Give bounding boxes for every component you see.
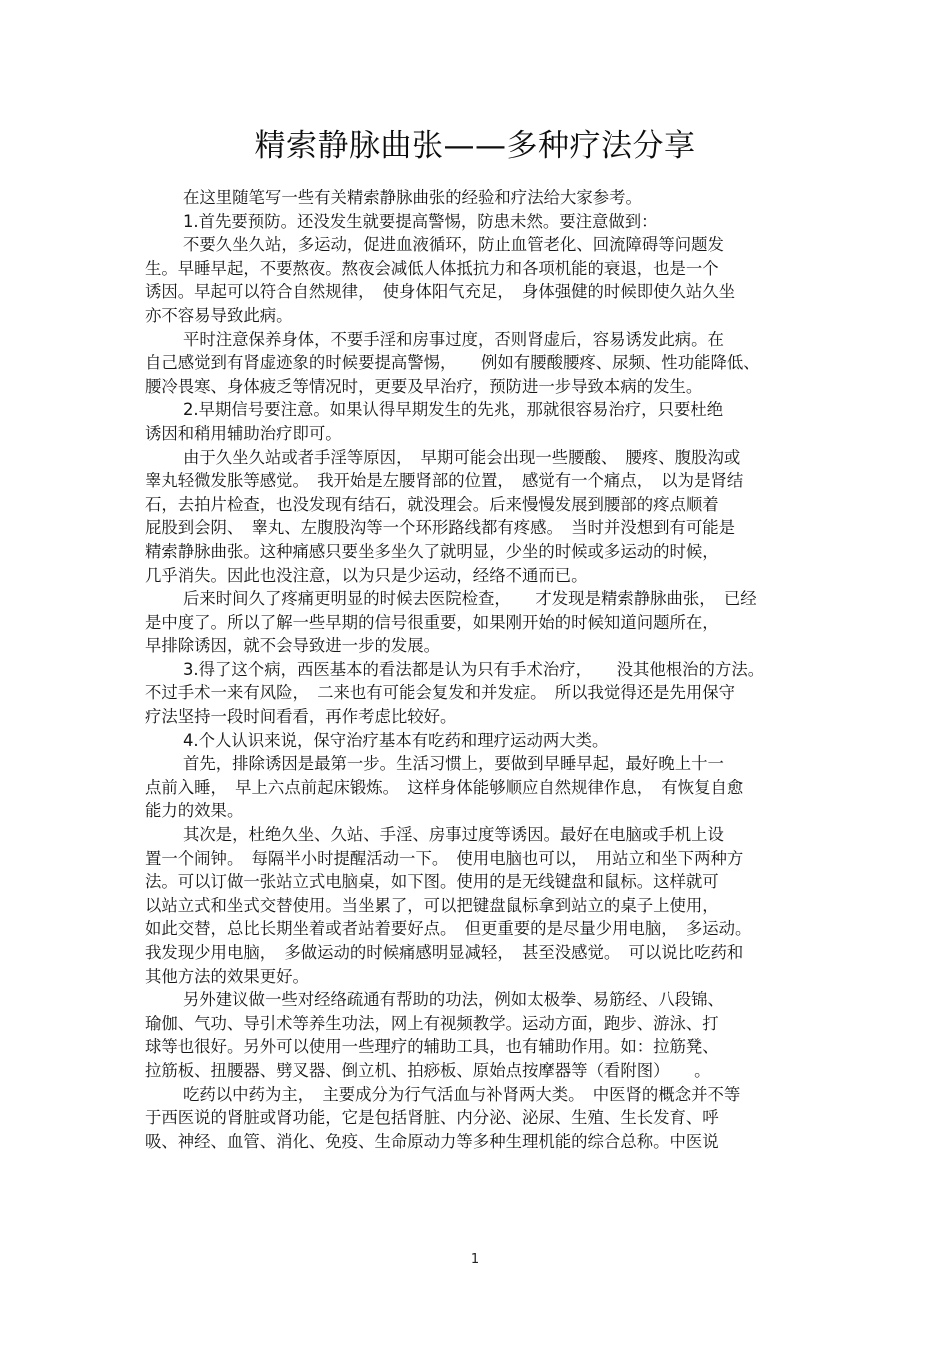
- text-line: 点前入睡， 早上六点前起床锻炼。 这样身体能够顺应自然规律作息， 有恢复自愈: [145, 777, 744, 797]
- text-line: 能力的效果。: [145, 801, 244, 821]
- text-line: 球等也很好。另外可以使用一些理疗的辅助工具，也有辅助作用。如：拉筋凳、: [145, 1037, 719, 1057]
- text-line: 在这里随笔写一些有关精索静脉曲张的经验和疗法给大家参考。: [183, 188, 642, 207]
- text-line: 于西医说的肾脏或肾功能，它是包括肾脏、内分泌、泌尿、生殖、生长发育、呼: [145, 1108, 719, 1128]
- text-line: 早排除诱因，就不会导致进一步的发展。: [145, 636, 441, 656]
- text-line: 我发现少用电脑， 多做运动的时候痛感明显减轻， 甚至没感觉。 可以说比吃药和: [145, 943, 744, 962]
- text-line: 2.早期信号要注意。如果认得早期发生的先兆，那就很容易治疗，只要杜绝: [183, 400, 724, 420]
- text-line: 其他方法的效果更好。: [145, 966, 309, 986]
- text-line: 腰冷畏寒、身体疲乏等情况时，更要及早治疗，预防进一步导致本病的发生。: [145, 376, 703, 396]
- text-line: 平时注意保养身体，不要手淫和房事过度，否则肾虚后，容易诱发此病。在: [183, 329, 724, 349]
- text-line: 屁股到会阴、 睾丸、左腹股沟等一个环形路线都有疼感。 当时并没想到有可能是: [145, 518, 736, 538]
- text-line: 以站立式和坐式交替使用。当坐累了，可以把键盘鼠标拿到站立的桌子上使用，: [145, 895, 719, 915]
- text-line: 吃药以中药为主， 主要成分为行气活血与补肾两大类。 中医肾的概念并不等: [183, 1084, 741, 1104]
- text-line: 拉筋板、扭腰器、劈叉器、倒立机、拍痧板、原始点按摩器等（看附图） 。: [145, 1060, 711, 1080]
- text-line: 后来时间久了疼痛更明显的时候去医院检查， 才发现是精索静脉曲张， 已经: [183, 589, 757, 609]
- text-line: 由于久坐久站或者手淫等原因， 早期可能会出现一些腰酸、 腰疼、腹股沟或: [183, 447, 741, 467]
- text-line: 生。早睡早起，不要熬夜。熬夜会减低人体抵抗力和各项机能的衰退，也是一个: [145, 258, 719, 278]
- text-line: 石，去拍片检查，也没发现有结石，就没理会。后来慢慢发展到腰部的疼点顺着: [145, 494, 719, 514]
- text-line: 1.首先要预防。还没发生就要提高警惕，防患未然。要注意做到：: [183, 211, 658, 231]
- text-line: 不过手术一来有风险， 二来也有可能会复发和并发症。 所以我觉得还是先用保守: [145, 683, 736, 703]
- text-line: 置一个闹钟。 每隔半小时提醒活动一下。 使用电脑也可以， 用站立和坐下两种方: [145, 848, 744, 868]
- text-line: 不要久坐久站，多运动，促进血液循环，防止血管老化、回流障碍等问题发: [183, 235, 724, 255]
- document-body: [145, 186, 810, 1153]
- text-line: 几乎消失。因此也没注意，以为只是少运动，经络不通而已。: [145, 565, 588, 585]
- text-line: 精索静脉曲张。这种痛感只要坐多坐久了就明显，少坐的时候或多运动的时候，: [145, 541, 719, 561]
- text-line: 瑜伽、气功、导引术等养生功法，网上有视频教学。运动方面，跑步、游泳、打: [145, 1013, 719, 1033]
- page-number: 1: [470, 1252, 480, 1267]
- text-line: 诱因。早起可以符合自然规律， 使身体阳气充足， 身体强健的时候即使久站久坐: [145, 282, 736, 302]
- text-line: 另外建议做一些对经络疏通有帮助的功法，例如太极拳、易筋经、八段锦、: [183, 990, 724, 1010]
- text-line: 睾丸轻微发胀等感觉。 我开始是左腰肾部的位置， 感觉有一个痛点， 以为是肾结: [145, 471, 744, 491]
- text-line: 亦不容易导致此病。: [145, 305, 293, 325]
- text-line: 如此交替，总比长期坐着或者站着要好点。 但更重要的是尽量少用电脑， 多运动。: [145, 919, 752, 939]
- text-line: 吸、神经、血管、消化、免疫、生命原动力等多种生理机能的综合总称。中医说: [145, 1131, 719, 1151]
- text-line: 首先，排除诱因是最第一步。生活习惯上，要做到早睡早起，最好晚上十一: [183, 754, 724, 774]
- text-line: 4.个人认识来说，保守治疗基本有吃药和理疗运动两大类。: [183, 730, 609, 750]
- text-line: 诱因和稍用辅助治疗即可。: [145, 423, 342, 443]
- text-line: 3.得了这个病，西医基本的看法都是认为只有手术治疗， 没其他根治的方法。: [183, 659, 765, 679]
- text-line: 法。可以订做一张站立式电脑桌，如下图。使用的是无线键盘和鼠标。这样就可: [145, 872, 719, 892]
- document-title: 精索静脉曲张——多种疗法分享: [254, 128, 696, 164]
- text-line: 疗法坚持一段时间看看，再作考虑比较好。: [145, 707, 457, 727]
- text-line: 自己感觉到有肾虚迹象的时候要提高警惕， 例如有腰酸腰疼、尿频、性功能降低、: [145, 353, 760, 373]
- text-line: 是中度了。所以了解一些早期的信号很重要，如果刚开始的时候知道问题所在，: [145, 612, 719, 632]
- text-line: 其次是，杜绝久坐、久站、手淫、房事过度等诱因。最好在电脑或手机上设: [183, 825, 724, 845]
